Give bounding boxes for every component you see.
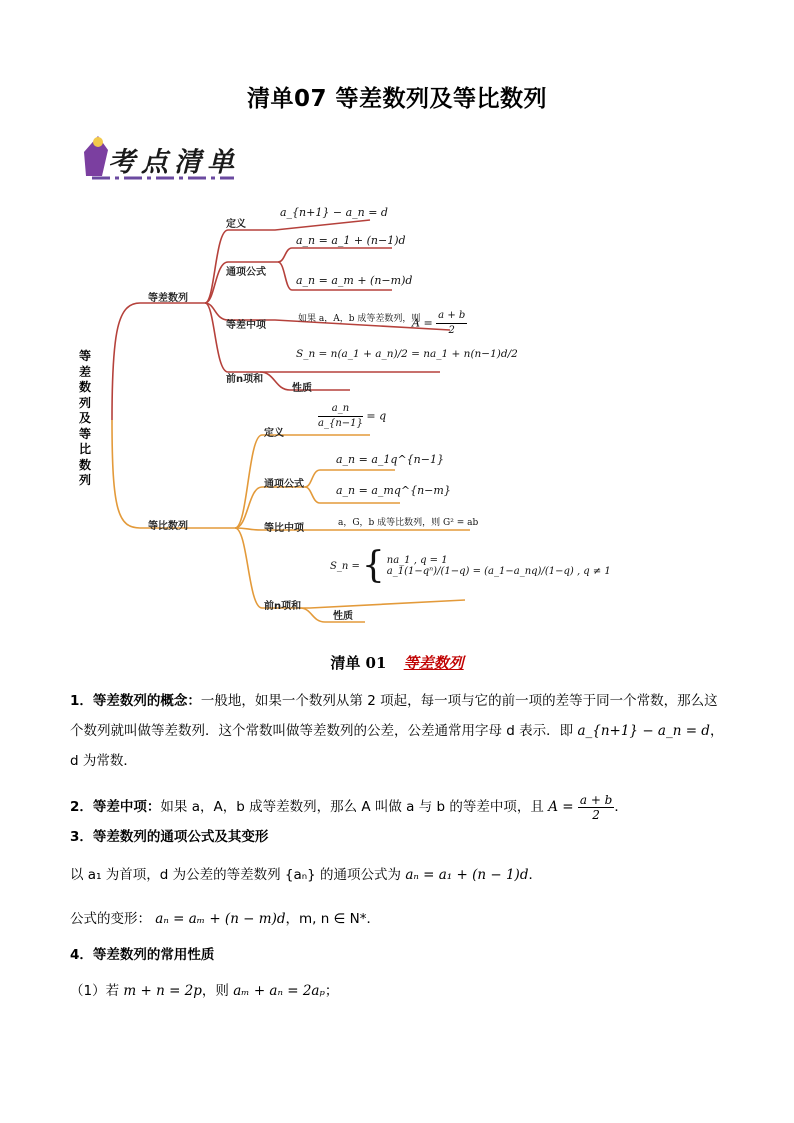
para-1-body: 一般地，如果一个数列从第 2 项起，每一项与它的前一项的差等于同一个常数，那么这个数列就叫做等差数列．这个常数叫做等差数列的公差，公差通常用字母 d 表示．即 — [70, 693, 718, 739]
para-2-num: a + b — [579, 792, 613, 807]
arith-sum-formula: S_n = n(a_1 + a_n)/2 = na_1 + n(n−1)d/2 — [296, 348, 518, 360]
geo-general-label: 通项公式 — [264, 479, 304, 490]
para-4-body: 公式的变形： — [70, 911, 151, 927]
para-6-tail: ； — [324, 983, 339, 999]
arith-sum-label: 前n项和 — [226, 374, 264, 385]
para-5 — [70, 940, 730, 970]
para-2-body: 如果 a，A，b 成等差数列，那么 A 叫做 a 与 b 的等差中项，且 — [160, 799, 544, 815]
geo-def-label: 定义 — [264, 428, 284, 439]
arith-label: 等差数列 — [148, 293, 188, 304]
geo-sum-formula: S_n = { na_1 , q = 1 a_1(1−qⁿ)/(1−q) = (a_1−a_nq)/(1−q) , q ≠ 1 — [330, 545, 611, 586]
arith-mid-label: 等差中项 — [226, 320, 266, 331]
para-6-formula: m + n = 2p — [123, 983, 202, 999]
arith-general-f1: a_n = a_1 + (n−1)d — [296, 234, 406, 247]
para-2-tail: ． — [614, 799, 628, 815]
geo-sum-case1: na_1 , q = 1 — [386, 555, 448, 566]
geo-general-f2: a_n = a_mq^{n−m} — [336, 484, 451, 497]
para-3-formula: aₙ = a₁ + (n − 1)d — [405, 867, 529, 883]
arith-mid-text: 如果 a，A，b 成等差数列，则 — [298, 314, 421, 324]
arith-mid-formula — [412, 309, 467, 338]
geo-sum-label: 前n项和 — [264, 601, 302, 612]
mindmap-root: 等差数列及等比数列 — [78, 349, 91, 487]
para-3-tail: ． — [528, 867, 542, 883]
geo-def-formula — [318, 402, 386, 431]
geo-general-f1: a_n = a_1q^{n−1} — [336, 453, 444, 466]
para-3-body: 以 a₁ 为首项，d 为公差的等差数列 {aₙ} 的通项公式为 — [70, 867, 402, 883]
section-name: 等差数列 — [403, 654, 464, 672]
para-2 — [70, 792, 730, 822]
para-3-head — [70, 822, 730, 852]
para-1-tail: ，d 为常数． — [70, 723, 724, 769]
geo-def-rhs: = q — [366, 409, 387, 423]
geo-mid-label: 等比中项 — [264, 523, 304, 534]
para-1 — [70, 686, 730, 776]
geo-sum-lhs: S_n = — [330, 560, 360, 572]
para-4-formula: aₙ = aₘ + (n − m)d — [155, 911, 286, 927]
geo-sum-case2: a_1(1−qⁿ)/(1−q) = (a_1−a_nq)/(1−q) , q ≠ 1 — [386, 566, 611, 577]
para-2-lhs: A = — [548, 799, 574, 815]
para-4 — [70, 904, 730, 934]
badge-label: 考点清单 — [108, 147, 240, 178]
geo-def-num: a_n — [318, 402, 363, 417]
page-title: 清单07 等差数列及等比数列 — [246, 86, 547, 112]
para-3 — [70, 860, 730, 890]
para-4-tail: ，m, n ∈ N*． — [285, 911, 380, 927]
para-5-head: 4．等差数列的常用性质 — [70, 947, 215, 963]
para-1-head: 1．等差数列的概念： — [70, 693, 201, 709]
para-3-head-text: 3．等差数列的通项公式及其变形 — [70, 829, 269, 845]
arith-mid-num: a + b — [436, 309, 467, 324]
para-2-den: 2 — [592, 807, 600, 822]
geo-prop-label: 性质 — [333, 611, 353, 622]
arith-prop-label: 性质 — [292, 383, 312, 394]
arith-mid-den: 2 — [448, 325, 455, 336]
para-2-head: 2．等差中项： — [70, 799, 161, 815]
arith-general-f2: a_n = a_m + (n−m)d — [296, 274, 413, 287]
arith-general-label: 通项公式 — [226, 267, 266, 278]
arith-def-formula: a_{n+1} − a_n = d — [280, 206, 388, 219]
para-6-formula2: aₘ + aₙ = 2aₚ — [233, 983, 325, 999]
geo-mid-text: a，G，b 成等比数列，则 G² = ab — [338, 518, 479, 528]
para-6-mid: ，则 — [201, 983, 229, 999]
section-heading — [0, 652, 794, 673]
arith-mid-lhs: A = — [412, 316, 433, 330]
para-1-formula: a_{n+1} − a_n = d — [577, 723, 710, 739]
section-num: 清单 01 — [330, 654, 387, 672]
geo-label: 等比数列 — [148, 521, 188, 532]
para-6-body: （1）若 — [70, 983, 120, 999]
geo-def-den: a_{n−1} — [318, 418, 363, 429]
arith-def-label: 定义 — [226, 219, 246, 230]
para-6 — [70, 976, 730, 1006]
